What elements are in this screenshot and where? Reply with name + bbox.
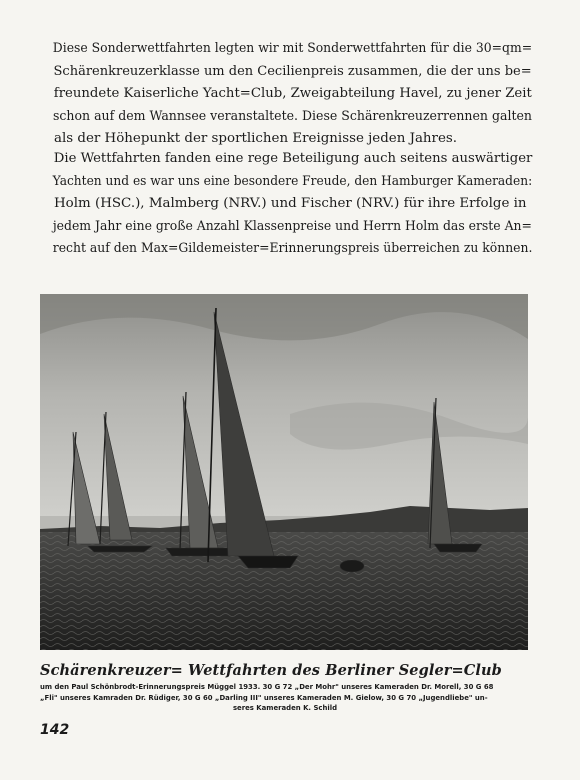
paragraph-1 xyxy=(38,38,532,151)
text-line: Holm (HSC.), Malmberg (NRV.) und Fischer (NRV.) für ihre Erfolge in xyxy=(54,196,527,212)
text-line: Diese Sonderwettfahrten legten wir mit Sonderwettfahrten für die 30=qm= xyxy=(52,41,533,56)
caption-line: um den Paul Schönbrodt-Erinnerungspreis Müggel 1933. 30 G 72 „Der Mohr" unseres Kameraden Dr. Morell, 30 G 68 xyxy=(40,683,494,691)
text-line: schon auf dem Wannsee veranstaltete. Diese Schärenkreuzerrennen galten xyxy=(52,108,532,124)
text-line: recht auf den Max=Gildemeister=Erinnerungspreis überreichen zu können. xyxy=(52,241,533,257)
caption-line: seres Kameraden K. Schild xyxy=(232,704,338,713)
text-line: Yachten und es war uns eine besondere Freude, den Hamburger Kameraden: xyxy=(52,173,533,189)
caption-text xyxy=(40,682,530,714)
text-line: freundete Kaiserliche Yacht=Club, Zweigabteilung Havel, zu jener Zeit xyxy=(53,86,532,102)
paragraph-2 xyxy=(38,148,532,261)
page-number: 142 xyxy=(40,722,70,738)
caption-title: Schärenkreuzer= Wettfahrten des Berliner Segler=Club xyxy=(40,662,502,679)
regatta-photo xyxy=(40,294,528,650)
text-line: Die Wettfahrten fanden eine rege Beteiligung auch seitens auswärtiger xyxy=(53,151,533,166)
text-line: jedem Jahr eine große Anzahl Klassenpreise und Herrn Holm das erste An= xyxy=(52,218,532,234)
text-line: als der Höhepunkt der sportlichen Ereignisse jeden Jahres. xyxy=(54,131,458,147)
caption-line: „Fli" unseres Kamraden Dr. Rüdiger, 30 G 60 „Darling III" unseres Kameraden M. Gielow, 30 G 70 „Jugendliebe" un- xyxy=(40,693,488,702)
text-line: Schärenkreuzerklasse um den Cecilienpreis zusammen, die der uns be= xyxy=(53,63,532,79)
